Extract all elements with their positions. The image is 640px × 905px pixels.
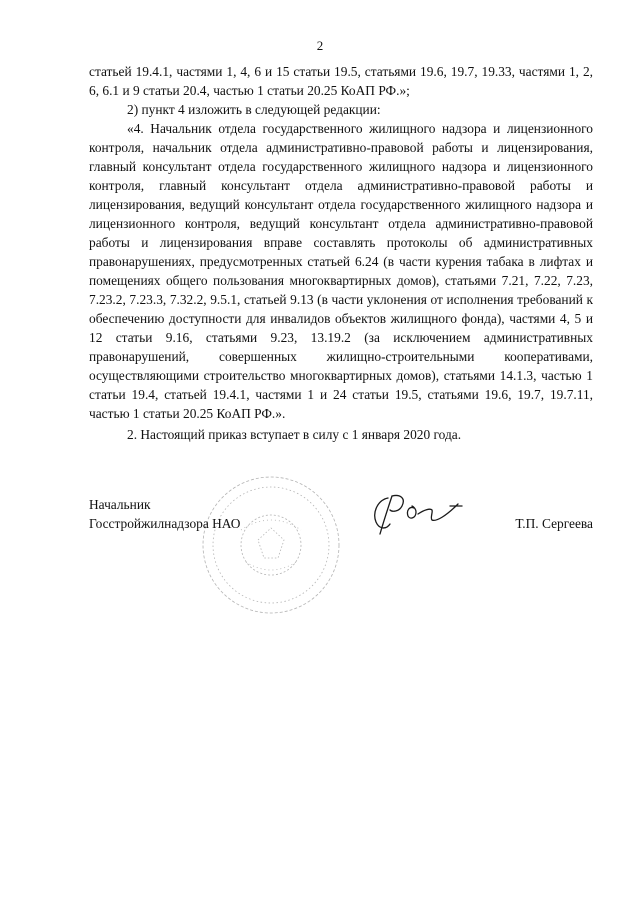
item-2-intro: 2) пункт 4 изложить в следующей редакции: — [127, 102, 381, 117]
signer-name: Т.П. Сергеева — [515, 516, 593, 531]
page-number: 2 — [316, 38, 324, 53]
effective-date-paragraph: 2. Настоящий приказ вступает в силу с 1 января 2020 года. — [127, 427, 462, 442]
signer-position-line-1: Начальник — [89, 497, 151, 512]
signer-position — [89, 495, 289, 533]
signer-position-line-2: Госстройжилнадзора НАО — [89, 516, 241, 531]
signature-block — [89, 495, 593, 555]
document-body — [89, 62, 593, 444]
continuation-paragraph: статьей 19.4.1, частями 1, 4, 6 и 15 статьи 19.5, статьями 19.6, 19.7, 19.33, частями 1, 2, 6, 6.1 и 9 статьи 20.4, частью 1 статьи 20.25 КоАП РФ.»; — [89, 64, 593, 98]
item-2-text: «4. Начальник отдела государственного жилищного надзора и лицензионного контроля, начальник отдела административно-правовой работы и лицензирования, главный консультант отдела государственного жилищного надзора и лицензионного контроля, главный консультант отдела административно-правовой работы и лицензирования, ведущий консультант отдела государственного жилищного надзора и лицензионного контроля, ведущий консультант отдела административно-правовой работы и лицензирования вправе составлять протоколы об административных правонарушениях, предусмотренных статьей 6.24 (в части курения табака в лифтах и помещениях общего пользования многоквартирных домов), статьями 7.21, 7.22, 7.23, 7.23.2, 7.23.3, 7.32.2, 9.5.1, статьей 9.13 (в части уклонения от исполнения требований к обеспечению доступности для инвалидов объектов жилищного фонда), частями 4, 5 и 12 статьи 9.16, статьями 9.23, 13.19.2 (за исключением административных правонарушений, совершенных жилищно-строительными кооперативами, осуществляющими строительство многоквартирных домов), статьями 14.1.3, частью 1 статьи 19.4, статьей 19.4.1, частями 1 и 24 статьи 19.5, статьями 19.6, 19.7, 19.7.11, частью 1 статьи 20.25 КоАП РФ.». — [89, 121, 593, 421]
